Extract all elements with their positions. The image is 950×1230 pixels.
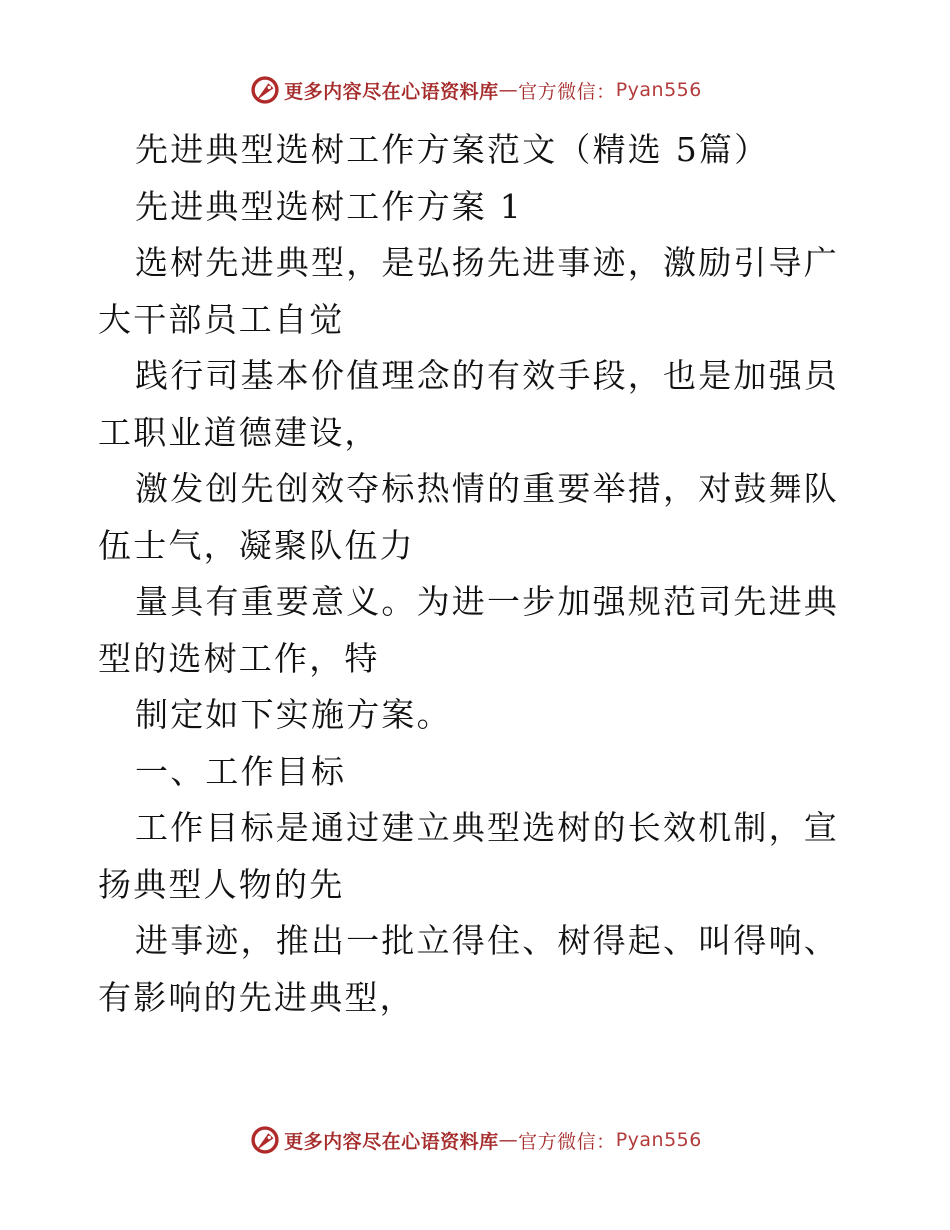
paragraph: 工作目标是通过建立典型选树的长效机制，宣扬典型人物的先: [98, 808, 839, 904]
banner-separator: —: [498, 1129, 519, 1151]
banner-contact-id: Pyan556: [615, 79, 702, 101]
footer-banner: [0, 1120, 950, 1160]
pen-nib-logo-icon: [248, 73, 282, 107]
paragraph: 践行司基本价值理念的有效手段，也是加强员工职业道德建设，: [98, 356, 839, 452]
banner-site-text: 更多内容尽在心语资料库: [284, 80, 499, 103]
banner-separator: —: [498, 79, 519, 101]
pen-nib-logo-icon: [248, 1123, 282, 1157]
banner-contact-label: 官方微信：: [518, 80, 616, 103]
document-title: 先进典型选树工作方案范文（精选 5篇）: [135, 130, 770, 169]
document-body: [98, 122, 856, 1026]
header-banner: [0, 70, 950, 110]
banner-site-text: 更多内容尽在心语资料库: [284, 1130, 499, 1153]
paragraph: 激发创先创效夺标热情的重要举措，对鼓舞队伍士气，凝聚队伍力: [98, 469, 839, 565]
section-heading: 一、工作目标: [135, 751, 347, 791]
paragraph: 制定如下实施方案。: [135, 695, 452, 734]
paragraph: 量具有重要意义。为进一步加强规范司先进典型的选树工作，特: [98, 582, 839, 678]
banner-contact-id: Pyan556: [615, 1129, 702, 1151]
paragraph: 进事迹，推出一批立得住、树得起、叫得响、有影响的先进典型，: [98, 921, 839, 1017]
document-subtitle: 先进典型选树工作方案 1: [135, 186, 523, 226]
paragraph: 选树先进典型，是弘扬先进事迹，激励引导广大干部员工自觉: [98, 243, 839, 339]
banner-contact-label: 官方微信：: [518, 1130, 616, 1153]
